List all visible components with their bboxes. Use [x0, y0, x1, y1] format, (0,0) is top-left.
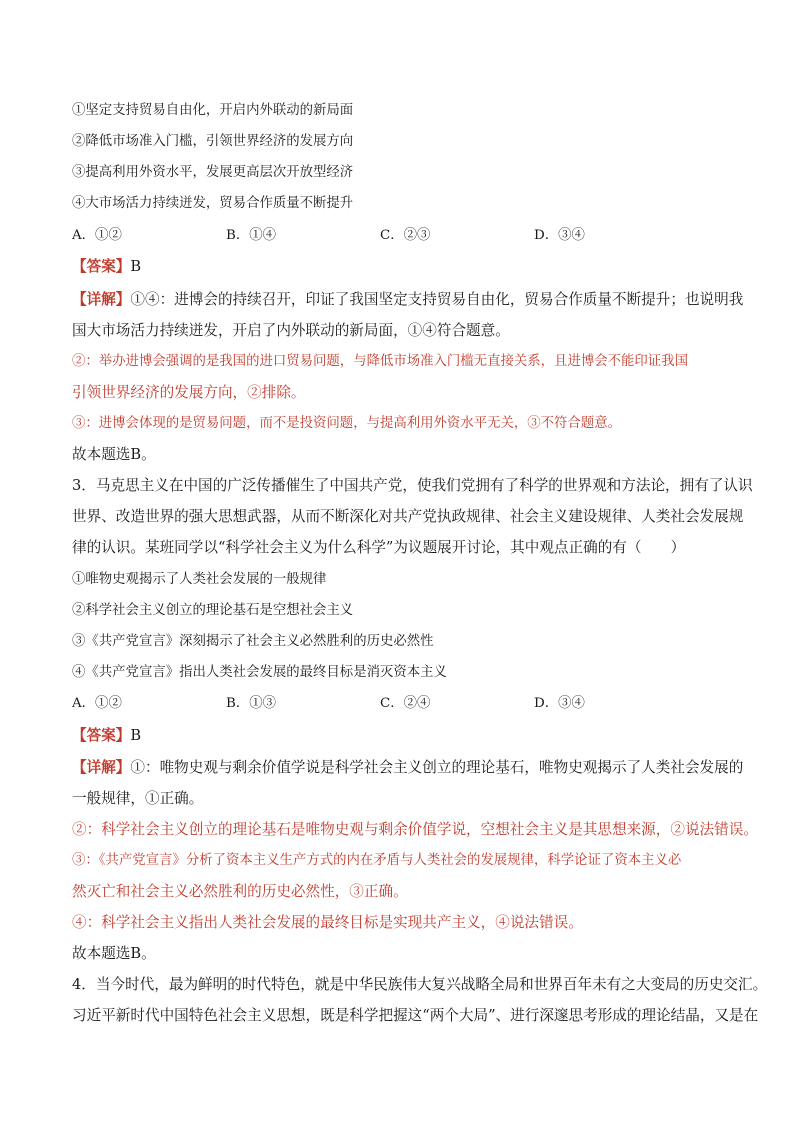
q2-statement-1: ①坚定支持贸易自由化，开启内外联动的新局面	[72, 103, 354, 118]
q3-red-line-1: ②：科学社会主义创立的理论基石是唯物史观与剩余价值学说，空想社会主义是其思想来源，②说法错误。	[72, 821, 758, 838]
q2-conclusion: 故本题选B。	[72, 446, 156, 463]
q2-option-a: A．①②	[72, 228, 122, 243]
q3-stem-line-2: 世界、改造世界的强大思想武器，从而不断深化对共产党执政规律、社会主义建设规律、人类社会发展规	[72, 508, 744, 525]
q2-statement-4: ④大市场活力持续迸发，贸易合作质量不断提升	[72, 196, 354, 211]
q2-red-line-1: ②：举办进博会强调的是我国的进口贸易问题，与降低市场准入门槛无直接关系，且进博会不能印证我国	[72, 354, 688, 369]
q3-red-line-4: ④：科学社会主义指出人类社会发展的最终目标是实现共产主义，④说法错误。	[72, 914, 583, 931]
q2-detail-text-1: ①④：进博会的持续召开，印证了我国坚定支持贸易自由化，贸易合作质量不断提升；也说明我	[130, 291, 744, 308]
q3-option-a: A．①②	[72, 696, 122, 711]
q2-statement-3: ③提高利用外资水平，发展更高层次开放型经济	[72, 165, 354, 180]
q3-conclusion: 故本题选B。	[72, 945, 156, 962]
q3-detail-text-1: ①：唯物史观与剩余价值学说是科学社会主义创立的理论基石，唯物史观揭示了人类社会发展的	[130, 759, 744, 776]
q3-detail-line-2: 一般规律，①正确。	[72, 790, 204, 807]
q2-option-d: D．③④	[534, 228, 585, 243]
q3-statement-4: ④《共产党宣言》指出人类社会发展的最终目标是消灭资本主义	[72, 665, 447, 680]
q2-red-line-2: 引领世界经济的发展方向，②排除。	[72, 384, 306, 401]
q3-statement-3: ③《共产党宣言》深刻揭示了社会主义必然胜利的历史必然性	[72, 634, 434, 649]
q2-answer-tag: 【答案】	[72, 258, 131, 275]
q3-answer-tag: 【答案】	[72, 727, 131, 744]
q2-statement-2: ②降低市场准入门槛，引领世界经济的发展方向	[72, 134, 354, 149]
q2-answer	[72, 257, 141, 277]
q3-statement-1: ①唯物史观揭示了人类社会发展的一般规律	[72, 572, 327, 587]
q2-detail-line-1	[72, 290, 743, 310]
q2-options	[72, 226, 732, 246]
q3-stem-line-1: 3．马克思主义在中国的广泛传播催生了中国共产党，使我们党拥有了科学的世界观和方法论，拥有了认识	[72, 477, 753, 494]
q2-detail-line-2: 国大市场活力持续迸发，开启了内外联动的新局面，①④符合题意。	[72, 322, 510, 339]
q3-option-b: B．①③	[226, 696, 277, 711]
q2-option-b: B．①④	[226, 228, 277, 243]
q3-answer	[72, 726, 141, 746]
q3-options	[72, 694, 732, 714]
q2-option-c: C．②③	[380, 228, 431, 243]
q3-red-line-3: 然灭亡和社会主义必然胜利的历史必然性，③正确。	[72, 883, 408, 900]
q4-stem-line-2: 习近平新时代中国特色社会主义思想，既是科学把握这“两个大局”、进行深邃思考形成的理论结晶，又是在	[72, 1007, 759, 1024]
q3-stem-line-3: 律的认识。某班同学以“科学社会主义为什么科学”为议题展开讨论，其中观点正确的有（ ）	[72, 539, 686, 556]
q2-answer-value: B	[130, 258, 142, 275]
q4-stem-line-1: 4．当今时代，最为鲜明的时代特色，就是中华民族伟大复兴战略全局和世界百年未有之大变局的历史交汇。	[72, 976, 768, 993]
q2-red-line-3: ③：进博会体现的是贸易问题，而不是投资问题，与提高利用外资水平无关，③不符合题意。	[72, 416, 622, 431]
q3-option-d: D．③④	[534, 696, 585, 711]
q3-statement-2: ②科学社会主义创立的理论基石是空想社会主义	[72, 603, 354, 618]
q3-detail-line-1	[72, 758, 743, 778]
q3-detail-tag: 【详解】	[72, 759, 131, 776]
q3-option-c: C．②④	[380, 696, 431, 711]
q3-answer-value: B	[130, 727, 142, 744]
q3-red-line-2: ③：《共产党宣言》分析了资本主义生产方式的内在矛盾与人类社会的发展规律，科学论证了资本主义必	[72, 853, 682, 868]
q2-detail-tag: 【详解】	[72, 291, 131, 308]
